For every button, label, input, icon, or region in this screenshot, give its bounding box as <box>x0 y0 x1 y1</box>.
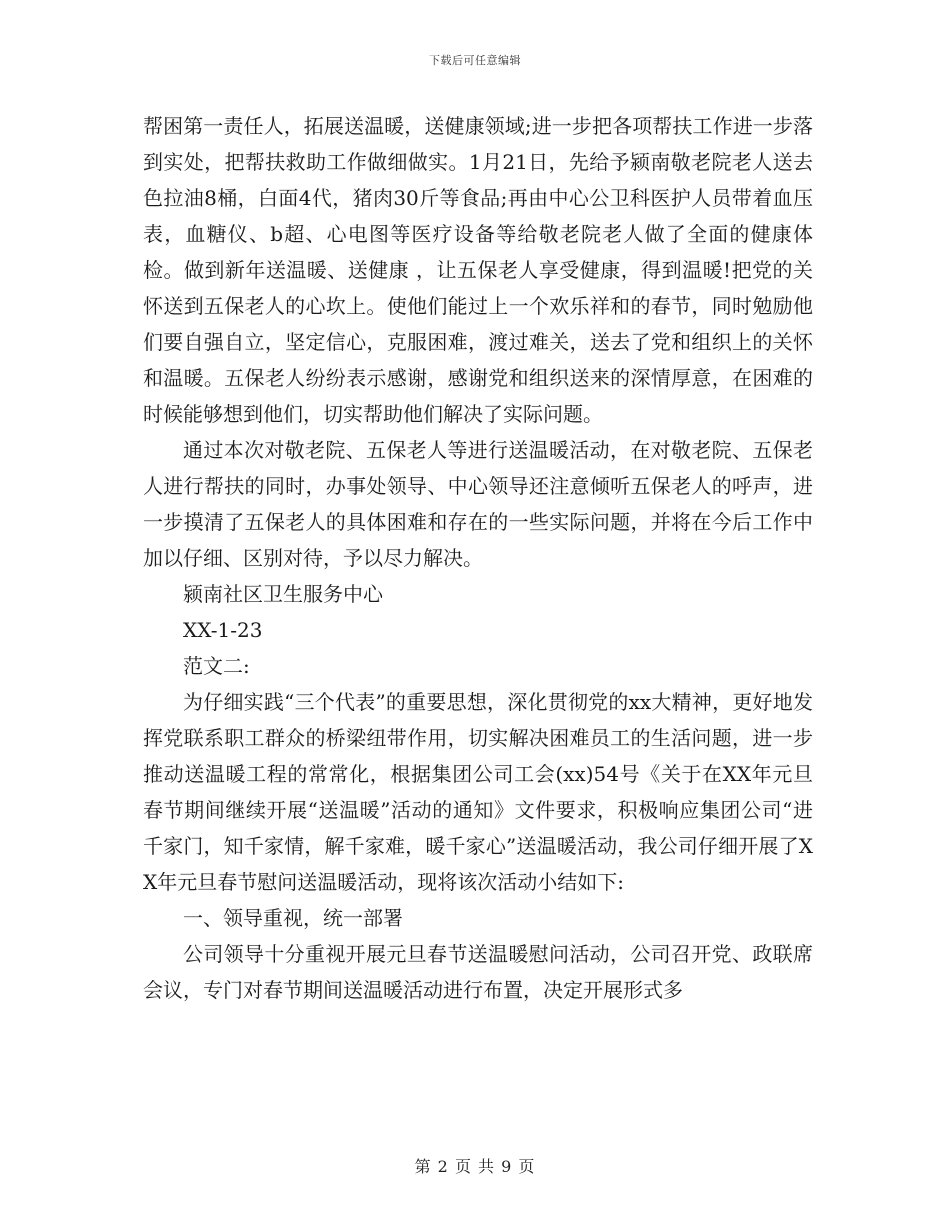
paragraph-section-body: 公司领导十分重视开展元旦春节送温暖慰问活动，公司召开党、政联席会议，专门对春节期间送温暖活动进行布置，决定开展形式多 <box>143 942 813 1002</box>
section-heading: 一、领导重视，统一部署 <box>183 906 403 930</box>
document-body <box>143 108 813 1008</box>
sample-heading: 范文二: <box>183 654 250 678</box>
page-header-note: 下载后可任意编辑 <box>429 54 521 67</box>
paragraph-summary: 通过本次对敬老院、五保老人等进行送温暖活动，在对敬老院、五保老人进行帮扶的同时，办事处领导、中心领导还注意倾听五保老人的呼声，进一步摸清了五保老人的具体困难和存在的一些实际问题，并将在今后工作中加以仔细、区别对待，予以尽力解决。 <box>143 438 813 570</box>
paragraph-continuation: 帮困第一责任人，拓展送温暖，送健康领域;进一步把各项帮扶工作进一步落到实处，把帮扶救助工作做细做实。1月21日，先给予颍南敬老院老人送去色拉油8桶，白面4代，猪肉30斤等食品;再由中心公卫科医护人员带着血压表，血糖仪、b超、心电图等医疗设备等给敬老院老人做了全面的健康体检。做到新年送温暖、送健康 ，让五保老人享受健康，得到温暖!把党的关怀送到五保老人的心坎上。使他们能过上一个欢乐祥和的春节，同时勉励他们要自强自立，坚定信心，克服困难，渡过难关，送去了党和组织上的关怀和温暖。五保老人纷纷表示感谢，感谢党和组织送来的深情厚意，在困难的时候能够想到他们，切实帮助他们解决了实际问题。 <box>143 114 813 426</box>
signature-organization: 颍南社区卫生服务中心 <box>183 582 383 606</box>
signature-date: XX-1-23 <box>183 618 263 642</box>
page-number: 第 2 页 共 9 页 <box>414 1157 536 1176</box>
paragraph-intro: 为仔细实践“三个代表”的重要思想，深化贯彻党的xx大精神，更好地发挥党联系职工群众的桥梁纽带作用，切实解决困难员工的生活问题，进一步推动送温暖工程的常常化，根据集团公司工会(xx)54号《关于在XX年元旦春节期间继续开展“送温暖”活动的通知》文件要求，积极响应集团公司“进千家门，知千家情，解千家难，暖千家心”送温暖活动，我公司仔细开展了XX年元旦春节慰问送温暖活动，现将该次活动小结如下: <box>143 690 813 894</box>
